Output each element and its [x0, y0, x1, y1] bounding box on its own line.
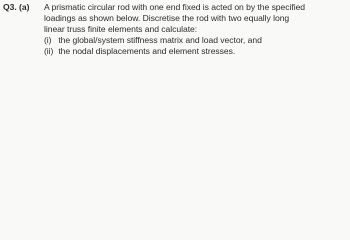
task-item-ii-marker: (ii) [44, 46, 54, 56]
task-item-ii [44, 46, 346, 57]
question-number: Q3. (a) [3, 2, 30, 12]
task-item-i [44, 35, 346, 46]
task-item-ii-text: the nodal displacements and element stresses. [58, 46, 236, 56]
question-line-2: loadings as shown below. Discretise the rod with two equally long [44, 13, 290, 23]
task-item-i-marker: (i) [44, 35, 52, 45]
question-line-1: A prismatic circular rod with one end fixed is acted on by the specified [44, 2, 306, 12]
question-text [44, 2, 346, 57]
task-item-i-text: the global/system stiffness matrix and load vector, and [58, 35, 262, 45]
question-document [0, 0, 350, 69]
question-line-3: linear truss finite elements and calculate: [44, 24, 198, 34]
